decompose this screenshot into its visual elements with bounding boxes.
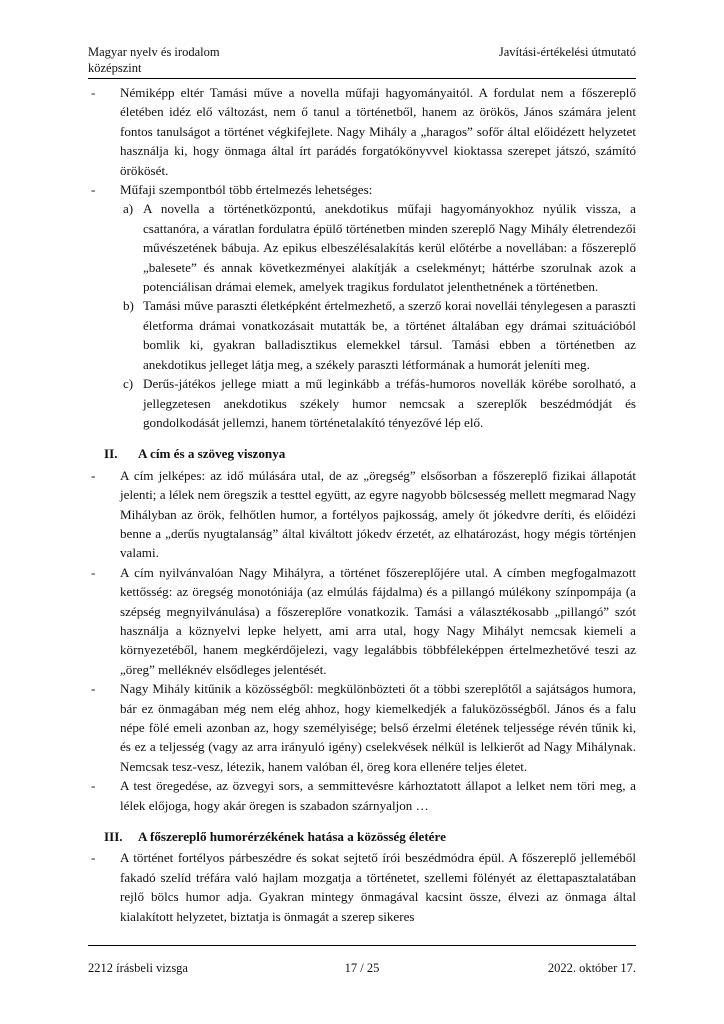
bullet-item — [88, 776, 636, 815]
bullet-item — [88, 466, 636, 563]
bullet-text: Nagy Mihály kitűnik a közösségből: megkülönbözteti őt a többi szereplőtől a sajátságos humora, bár ez önmagában még nem elég ahhoz, hogy kiemelkedjék a faluközösségből. János és a falu népe fölé emeli azonban az, hogy személyisége; belső érzelmi életének teljessége révén tűnik ki, és ez a teljesség (vagy az arra irányuló igény) cselekvések nélkül is lelkierőt ad Nagy Mihálynak. Nemcsak tesz-vesz, létezik, hanem valóban él, öreg kora ellenére teljes életet. — [120, 681, 636, 774]
bullet-item — [88, 848, 636, 926]
page-footer — [88, 961, 636, 977]
bullet-item — [88, 180, 636, 432]
sub-item-marker: b) — [123, 298, 134, 314]
bullet-text: A test öregedése, az özvegyi sors, a semmittevésre kárhoztatott állapot a lelket nem töri meg, a lélek előjoga, hogy akár öregen is szabadon szárnyaljon … — [120, 778, 636, 813]
section-title: A főszereplő humorérzékének hatása a közösség életére — [138, 829, 446, 845]
bullet-text: Műfaji szempontból több értelmezés lehetséges: — [120, 182, 373, 198]
footer-divider — [88, 945, 636, 946]
footer-exam-id: 2212 írásbeli vizsga — [88, 961, 188, 975]
sub-item-marker: a) — [123, 201, 134, 217]
header-subject — [88, 44, 220, 76]
section-number: III. — [104, 829, 123, 845]
bullet-item — [88, 563, 636, 679]
sub-item-c — [120, 374, 636, 432]
bullet-marker: - — [91, 850, 96, 866]
header-subject-line1: Magyar nyelv és irodalom — [88, 45, 220, 59]
sub-item-marker: c) — [123, 376, 134, 392]
bullet-text: Némiképp eltér Tamási műve a novella műfaji hagyományaitól. A fordulat nem a főszereplő életében idéz elő változást, nem ő tanul a történetből, hanem az örökös, János számára jelent fontos tanulságot a történet végkifejlete. Nagy Mihály a „haragos” sofőr által előidézett helyzetet használja ki, hogy önmaga által írt parádés forgatókönyvvel kioktassa szerepet játszó, számító örökösét. — [120, 85, 636, 178]
bullet-marker: - — [91, 681, 96, 697]
bullet-marker: - — [91, 85, 96, 100]
sub-item-a — [120, 199, 636, 296]
bullet-item — [88, 679, 636, 776]
section-number: II. — [104, 446, 118, 462]
section-heading-2 — [88, 444, 636, 463]
page-content — [88, 83, 636, 926]
sub-item-text: Tamási műve paraszti életképként értelmezhető, a szerző korai novellái ténylegesen a paraszti életforma drámai vonatkozásait mutatták be, a történet általában egy drámai szituációból bomlik ki, gyakran balladisztikus elemekkel társul. Tamási ebben a történetben az anekdotikus jelleget látja meg, a székely paraszti létformának a humorát jeleníti meg. — [143, 298, 636, 372]
sub-item-text: A novella a történetközpontú, anekdotikus műfaji hagyományokhoz nyúlik vissza, a csattanóra, a váratlan fordulatra épülő történetben minden szereplő Nagy Mihály életrendezői művészetének bábuja. Az epikus elbeszélésalakítás kerül előtérbe a novellában: a főszereplő „balesete” és annak következményei alakítják a cselekményt; háttérbe szorulnak azok a potenciálisan drámai elemek, amelyek tragikus fordulatot jelenthetnének a történetben. — [143, 201, 636, 295]
bullet-marker: - — [91, 564, 96, 580]
sub-item-text: Derűs-játékos jellege miatt a mű leginkább a tréfás-humoros novellák körébe sorolható, a jellegzetesen anekdotikus székely humor nemcsak a szereplők beszédmódját és gondolkodását jellemzi, hanem történetalakító tényezővé lép elő. — [143, 376, 636, 430]
bullet-text: A cím nyilvánvalóan Nagy Mihályra, a történet főszereplőjére utal. A címben megfogalmazott kettősség: az öregség monotóniája (az elmúlás fájdalma) és a pillangó múlékony színpompája (a szépség megnyilvánulása) a főszereplőre vonatkozik. Tamási a választékosabb „pillangó” szót használja a köznyelvi lepke helyett, ami arra utal, hogy Nagy Mihályt nemcsak kiemeli a környezetéből, hanem megkérdőjelezi, vagy legalábbis többféleképpen értelmezhetővé teszi az „öreg” melléknév elsődleges jelentését. — [120, 564, 636, 677]
bullet-text: A történet fortélyos párbeszédre és sokat sejtető írói beszédmódra épül. A főszereplő jelleméből fakadó szelíd tréfára való hajlam mozgatja a történetet, szellemi fölényét az élettapasztalatában rejlő bölcs humor adja. Gyakran mintegy önmagával kacsint össze, élvezi az önmaga által kialakított helyzetet, biztatja is önmagát a szerep sikeres — [120, 850, 636, 924]
bullet-text: A cím jelképes: az idő múlására utal, de az „öregség” elsősorban a főszereplő fizikai állapotát jelenti; a lélek nem öregszik a testtel együtt, az egyre nagyobb bölcsesség mellett megmarad Nagy Mihályban az örök, felhőtlen humor, a fortélyos pajkosság, amely őt jókedvre deríti, és előidézi benne a „derűs nyugtalanság” által kiváltott jókedv érzetét, az elhatározást, hogy mégis történjen valami. — [120, 467, 636, 561]
bullet-marker: - — [91, 182, 96, 198]
section-title: A cím és a szöveg viszonya — [138, 446, 286, 462]
bullet-item — [88, 83, 636, 180]
footer-date: 2022. október 17. — [547, 961, 636, 975]
header-subject-line2: középszint — [88, 61, 142, 75]
bullet-marker: - — [91, 467, 96, 483]
sub-item-b — [120, 296, 636, 374]
section-heading-3 — [88, 827, 636, 846]
header-doc-title: Javítási-értékelési útmutató — [498, 45, 636, 59]
bullet-body — [120, 180, 636, 432]
header-divider — [88, 78, 636, 79]
bullet-marker: - — [91, 778, 96, 794]
footer-page-number: 17 / 25 — [344, 961, 380, 975]
